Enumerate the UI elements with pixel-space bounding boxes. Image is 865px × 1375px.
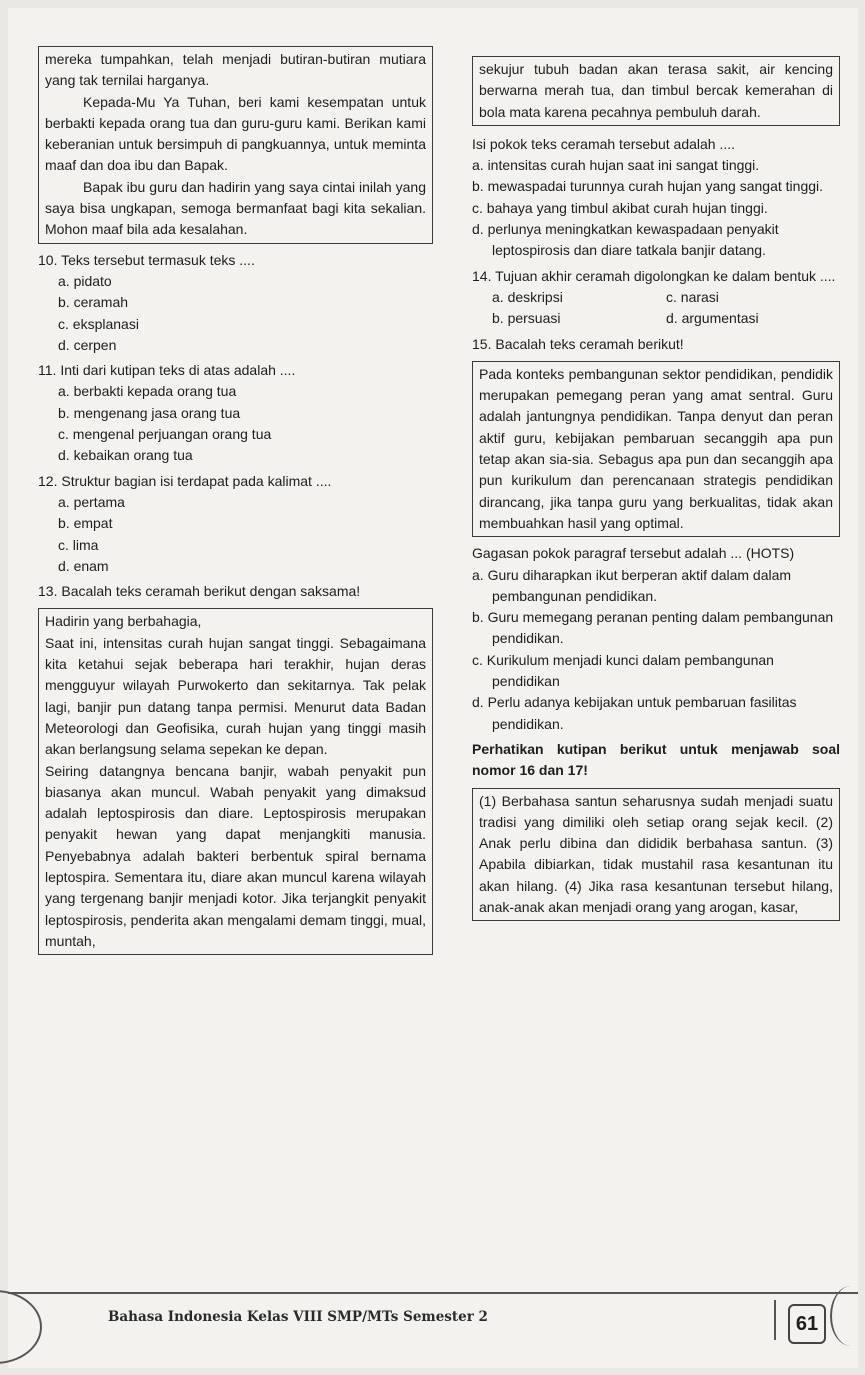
speech-continuation-box xyxy=(472,56,840,126)
paragraph-box xyxy=(472,361,840,537)
question-15 xyxy=(472,334,840,355)
quote-text: (1) Berbahasa santun seharusnya sudah menjadi suatu tradisi yang dimiliki oleh setiap orang sejak kecil. (2) Anak perlu dibina dan dididik berbahasa santun. (3) Apabila dibiarkan, tidak mustahil rasa kesantunan itu akan hilang. (4) Jika rasa kesantunan tersebut hilang, anak-anak akan menjadi orang yang arogan, kasar, xyxy=(479,792,833,915)
option: d. perlunya meningkatkan kewaspadaan penyakit leptospirosis dan diare tatkala banjir datang. xyxy=(472,221,779,259)
question-stem: Isi pokok teks ceramah tersebut adalah .... xyxy=(472,135,736,152)
option: a. berbakti kepada orang tua xyxy=(58,383,237,400)
option: a. Guru diharapkan ikut berperan aktif dalam dalam pembangunan pendidikan. xyxy=(472,566,792,604)
excerpt-paragraph: Kepada-Mu Ya Tuhan, beri kami kesempatan untuk berbakti kepada orang tua dan guru-guru kami. Berikan kami keberanian untuk bersimpuh di pangkuannya, untuk meminta maaf dan doa ibu dan Bapak. xyxy=(45,93,426,174)
option: d. cerpen xyxy=(58,336,117,353)
option-grid xyxy=(472,287,840,330)
question-stem: 11. Inti dari kutipan teks di atas adalah .... xyxy=(38,362,296,379)
question-12 xyxy=(38,471,433,577)
speech-paragraph: Hadirin yang berbahagia, xyxy=(45,613,202,630)
speech-text-box xyxy=(38,608,433,955)
decorative-arc xyxy=(830,1286,865,1346)
option: d. Perlu adanya kebijakan untuk pembaruan fasilitas pendidikan. xyxy=(472,694,797,732)
option: c. narasi xyxy=(666,288,719,305)
speech-paragraph: Seiring datangnya bencana banjir, wabah penyakit pun biasanya akan muncul. Wabah penyakit yang dimaksud adalah leptospirosis dan diare. Leptospirosis merupakan penyakit hewan yang dapat menjangkiti manusia. Penyebabnya adalah bakteri berbentuk spiral bernama leptospira. Sementara itu, diare akan muncul karena wilayah yang tergenang banjir menjadi kotor. Jika terjangkit penyakit leptospirosis, penderita akan mengalami demam tinggi, mual, muntah, xyxy=(45,762,426,949)
question-stem: 10. Teks tersebut termasuk teks .... xyxy=(38,251,255,268)
option: c. bahaya yang timbul akibat curah hujan tinggi. xyxy=(472,199,768,216)
option: b. mewaspadai turunnya curah hujan yang sangat tinggi. xyxy=(472,178,824,195)
question-stem: Gagasan pokok paragraf tersebut adalah ... (HOTS) xyxy=(472,545,795,562)
question-stem: 15. Bacalah teks ceramah berikut! xyxy=(472,335,684,352)
question-stem: 13. Bacalah teks ceramah berikut dengan saksama! xyxy=(38,583,361,600)
question-10 xyxy=(38,250,433,356)
question-11 xyxy=(38,360,433,466)
decorative-curve xyxy=(0,1290,42,1364)
book-title: Bahasa Indonesia Kelas VIII SMP/MTs Semester 2 xyxy=(108,1309,488,1325)
quote-box xyxy=(472,788,840,922)
option: b. empat xyxy=(58,515,113,532)
option: d. kebaikan orang tua xyxy=(58,447,193,464)
option: c. lima xyxy=(58,536,99,553)
option: a. deskripsi xyxy=(492,288,563,305)
option: b. mengenang jasa orang tua xyxy=(58,404,241,421)
option: c. Kurikulum menjadi kunci dalam pembangunan pendidikan xyxy=(472,651,774,690)
footer-divider xyxy=(8,1292,858,1294)
instruction: Perhatikan kutipan berikut untuk menjawab soal nomor 16 dan 17! xyxy=(472,740,840,779)
option: d. enam xyxy=(58,557,109,574)
speech-paragraph: Saat ini, intensitas curah hujan sangat tinggi. Sebagaimana kita ketahui sejak beberapa hari terakhir, hujan deras mengguyur wilayah Purwokerto dan sekitarnya. Tak pelak lagi, banjir pun datang tanpa permisi. Menurut data Badan Meteorologi dan Geofisika, curah hujan yang tinggi masih akan berlangsung selama sepekan ke depan. xyxy=(45,634,426,758)
left-column xyxy=(38,46,433,955)
option: b. Guru memegang peranan penting dalam pembangunan pendidikan. xyxy=(472,609,834,647)
excerpt-paragraph: mereka tumpahkan, telah menjadi butiran-butiran mutiara yang tak ternilai harganya. xyxy=(45,51,426,89)
book-page xyxy=(8,8,858,1368)
option: c. eksplanasi xyxy=(58,315,139,332)
question-stem: 14. Tujuan akhir ceramah digolongkan ke dalam bentuk .... xyxy=(472,267,836,284)
option: b. ceramah xyxy=(58,294,129,311)
option: a. pertama xyxy=(58,493,125,510)
page-footer xyxy=(8,1282,858,1352)
decorative-bar xyxy=(774,1300,776,1340)
speech-excerpt-box xyxy=(38,46,433,244)
question-stem: 12. Struktur bagian isi terdapat pada kalimat .... xyxy=(38,472,332,489)
question-15-options xyxy=(472,543,840,735)
option: d. argumentasi xyxy=(666,310,759,327)
question-13-options xyxy=(472,134,840,262)
question-13 xyxy=(38,581,433,602)
option: a. pidato xyxy=(58,272,112,289)
right-column xyxy=(472,56,840,921)
excerpt-paragraph: Bapak ibu guru dan hadirin yang saya cintai inilah yang saya bisa ungkapan, semoga bermanfaat bagi kita sekalian. Mohon maaf bila ada kesalahan. xyxy=(45,178,426,238)
question-14 xyxy=(472,266,840,330)
paragraph-text: Pada konteks pembangunan sektor pendidikan, pendidik merupakan pemegang peran yang amat sentral. Guru adalah jantungnya pendidikan. Tanpa denyut dan peran aktif guru, kebijakan pembaruan secanggih apa pun tetap akan sia-sia. Sebagus apa pun dan secanggih apa pun kurikulum dan perencanaan strategis pendidikan dirancang, jika tanpa guru yang berkualitas, tidak akan membuahkan hasil yang optimal. xyxy=(479,365,833,531)
option: c. mengenal perjuangan orang tua xyxy=(58,426,272,443)
option: b. persuasi xyxy=(492,310,561,327)
speech-paragraph: sekujur tubuh badan akan terasa sakit, air kencing berwarna merah tua, dan timbul bercak kemerahan di bola mata karena pecahnya pembuluh darah. xyxy=(479,61,833,120)
page-number: 61 xyxy=(788,1304,826,1344)
option: a. intensitas curah hujan saat ini sangat tinggi. xyxy=(472,157,760,174)
